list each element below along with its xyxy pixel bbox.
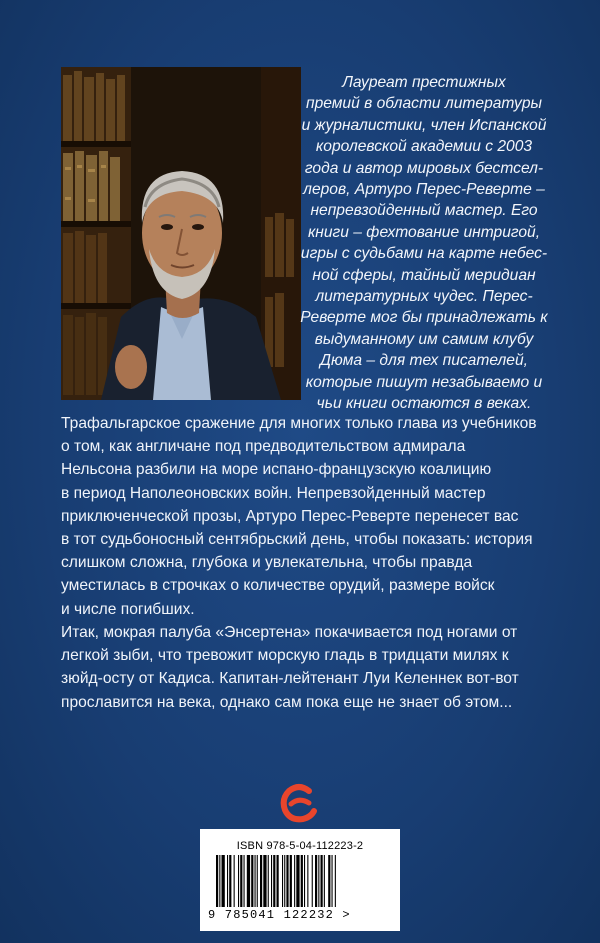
quote-line: игры с судьбами на карте небес- [300,245,548,263]
paragraph-line: уместилась в строчках о количестве орудий, размере войск [61,577,495,595]
quote-line: королевской академии с 2003 [315,138,533,156]
paragraph-line: Нельсона разбили на море испано-французскую коалицию [61,461,492,479]
paragraph-line: слишком сложна, глубока и увлекательна, чтобы правда [61,554,473,572]
quote-line: литературных чудес. Перес- [315,288,533,306]
publisher-logo-icon [279,783,319,823]
paragraph-line: в тот судьбоносный сентябрьский день, чтобы показать: история [61,531,533,549]
quote-line: Дюма – для тех писателей, [320,352,528,370]
quote-line: книги – фехтование интригой, [307,223,541,241]
paragraph-line: зюйд-осту от Кадиса. Капитан-лейтенант Луи Келеннек вот-вот [61,670,519,688]
paragraph-line: о том, как англичане под предводительством адмирала [61,438,466,456]
paragraph-line: Итак, мокрая палуба «Энсертена» покачивается под ногами от [61,624,518,641]
author-quote [300,72,548,415]
quote-line: премий в области литературы [305,95,542,113]
quote-line: леров, Артуро Перес-Реверте – [303,181,545,199]
quote-line: Реверте мог бы принадлежать к [300,309,548,327]
quote-line: года и автор мировых бестсел- [304,159,544,177]
synopsis-paragraph-1 [61,412,561,621]
quote-line: чьи книги остаются в веках. [316,395,532,413]
paragraph-line: прославится на века, однако сам пока еще не знает об этом... [61,693,513,711]
quote-line: ной сферы, тайный меридиан [312,266,536,284]
paragraph-line: Трафальгарское сражение для многих только глава из учебников [61,415,537,432]
isbn-label: ISBN 978-5-04-112223-2 [236,840,364,852]
quote-line: Лауреат престижных [342,74,506,91]
paragraph-line: легкой зыби, что тревожит морскую гладь в тридцати милях к [61,647,509,665]
quote-line: которые пишут незабываемо и [305,373,543,391]
synopsis-paragraph-2 [61,621,561,714]
paragraph-line: приключенческой прозы, Артуро Перес-Реверте перенесет вас [61,507,519,525]
barcode-bars [214,855,386,909]
barcode-digits: 9 785041 122232 > [208,908,351,922]
paragraph-line: в период Наполеоновских войн. Непревзойденный мастер [61,484,486,502]
quote-line: выдуманному им самим клубу [314,330,534,348]
barcode [200,829,400,931]
quote-line: непревзойденный мастер. Его [310,202,538,220]
quote-line: и журналистики, член Испанской [301,116,547,134]
paragraph-line: и числе погибших. [61,600,195,618]
author-photo [61,67,301,400]
